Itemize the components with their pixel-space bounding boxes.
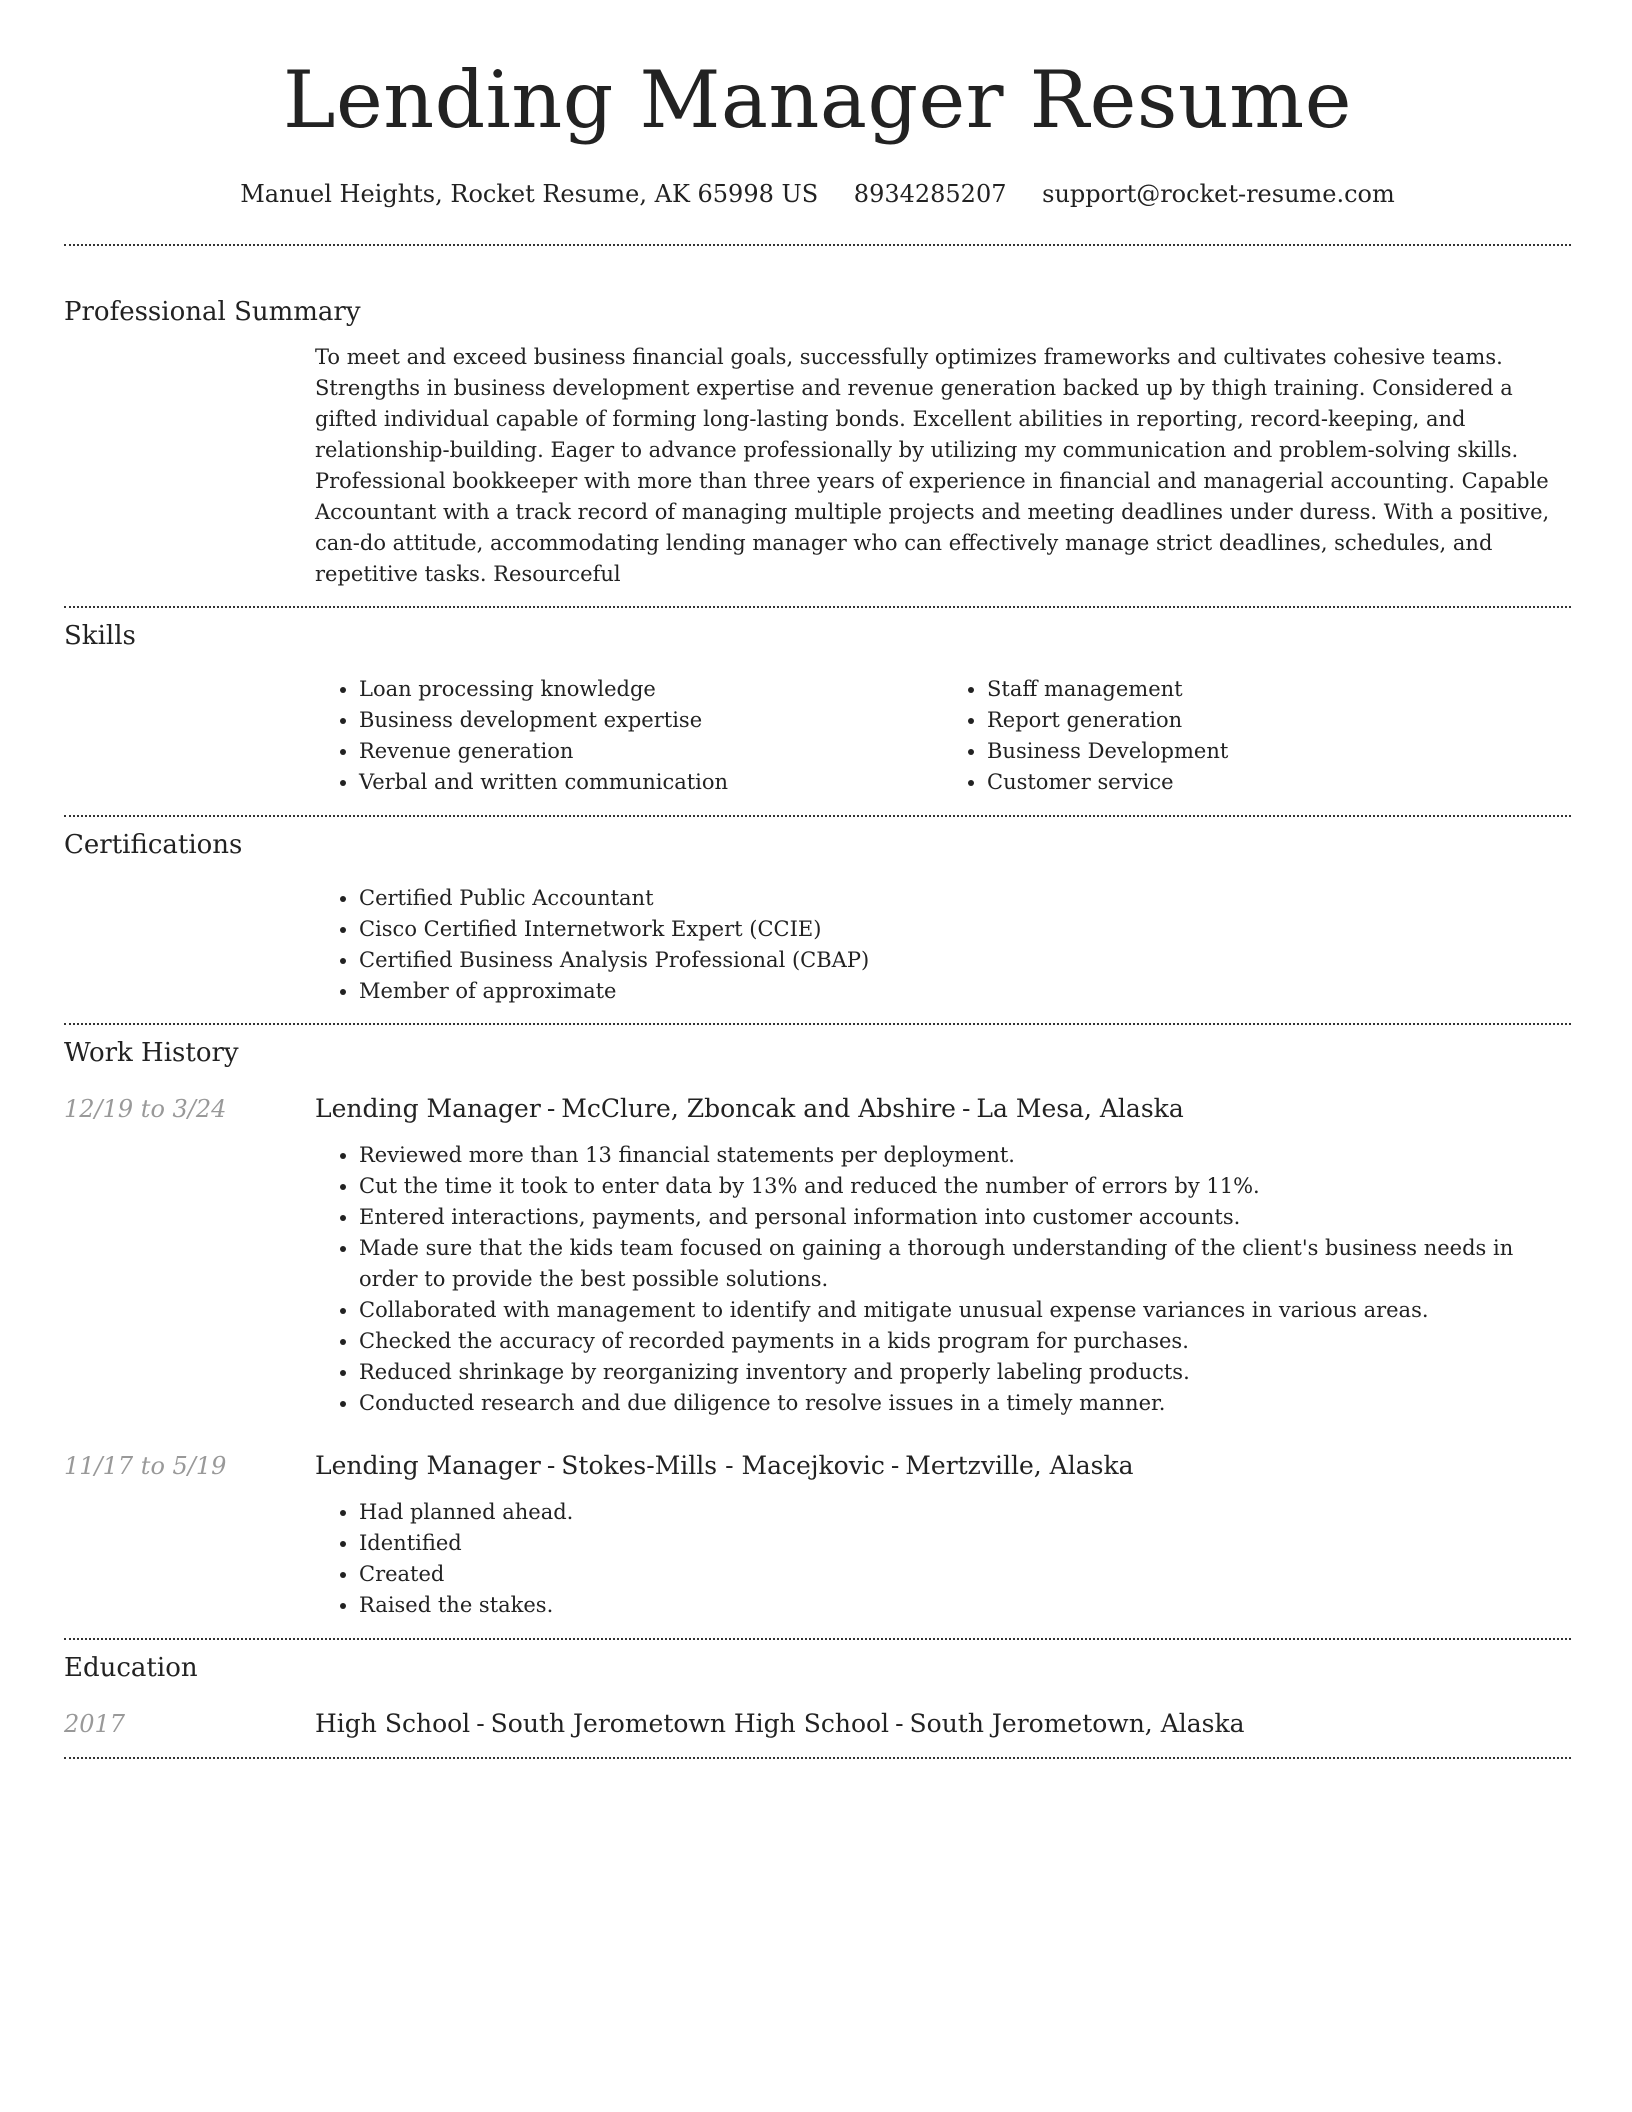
section-skills [64,608,1571,815]
list-item: • Report generation [987,705,1571,736]
job-title [315,1449,1571,1483]
job-role: Lending Manager [315,1451,541,1480]
section-education [64,1640,1571,1757]
list-item: • Customer service [987,767,1571,798]
job-entry [64,1449,1571,1621]
list-item: • Checked the accuracy of recorded payments in a kids program for purchases. [359,1326,1571,1357]
job-company: McClure, Zboncak and Abshire [561,1094,956,1123]
section-heading: Work History [64,1038,239,1068]
list-item: • Revenue generation [359,736,943,767]
education-location: South Jerometown, Alaska [909,1709,1245,1738]
list-item: • Made sure that the kids team focused on gaining a thorough understanding of the client's business needs in order to provide the best possible solutions. [359,1233,1571,1295]
education-school: South Jerometown High School [490,1709,890,1738]
list-item: • Staff management [987,674,1571,705]
list-item: • Certified Public Accountant [359,883,1571,914]
separator: - [890,1451,900,1480]
list-item: • Business Development [987,736,1571,767]
list-item: • Created [359,1559,1571,1590]
job-dates: 12/19 to 3/24 [64,1095,227,1123]
list-item: • Business development expertise [359,705,943,736]
contact-address: Manuel Heights, Rocket Resume, AK 65998 US [240,180,819,208]
list-item: • Certified Business Analysis Professional (CBAP) [359,945,1571,976]
job-location: La Mesa, Alaska [976,1094,1184,1123]
section-work-history [64,1025,1571,1638]
resume-title: Lending Manager Resume [283,54,1352,146]
contact-phone: 8934285207 [853,180,1007,208]
section-heading: Skills [64,621,136,651]
list-item: • Reviewed more than 13 financial statements per deployment. [359,1140,1571,1171]
section-heading: Professional Summary [64,297,361,327]
separator: - [476,1709,485,1738]
list-item: • Entered interactions, payments, and personal information into customer accounts. [359,1202,1571,1233]
list-item: • Conducted research and due diligence to resolve issues in a timely manner. [359,1388,1571,1419]
list-item: • Cisco Certified Internetwork Expert (CCIE) [359,914,1571,945]
separator: - [895,1709,904,1738]
list-item: • Collaborated with management to identify and mitigate unusual expense variances in various areas. [359,1295,1571,1326]
education-dates: 2017 [64,1710,126,1738]
summary-text: To meet and exceed business financial goals, successfully optimizes frameworks and cultivates cohesive teams. Strengths in business development expertise and revenue generation backed up by thigh training. Considered a gifted individual capable of forming long-lasting bonds. Excellent abilities in reporting, record-keeping, and relationship-building. Eager to advance professionally by utilizing my communication and problem-solving skills. Professional bookkeeper with more than three years of experience in financial and managerial accounting. Capable Accountant with a track record of managing multiple projects and meeting deadlines under duress. With a positive, can-do attitude, accommodating lending manager who can effectively manage strict deadlines, schedules, and repetitive tasks. Resourceful [315,345,1550,586]
certifications-content [315,883,1571,1007]
skills-list-left [315,674,943,798]
section-certifications [64,817,1571,1023]
divider [64,1757,1571,1759]
education-degree: High School [315,1709,471,1738]
job-location: Mertzville, Alaska [905,1451,1134,1480]
resume-header [64,0,1571,210]
list-item: • Member of approximate [359,976,1571,1007]
list-item: • Raised the stakes. [359,1590,1571,1621]
contact-line [64,178,1571,210]
education-title [315,1707,1571,1741]
job-bullets [315,1140,1571,1419]
certifications-list [315,883,1571,1007]
job-title [315,1092,1571,1126]
job-dates: 11/17 to 5/19 [64,1452,227,1480]
job-bullets [315,1497,1571,1621]
list-item: • Loan processing knowledge [359,674,943,705]
skills-content [315,674,1571,798]
list-item: • Verbal and written communication [359,767,943,798]
list-item: • Reduced shrinkage by reorganizing inventory and properly labeling products. [359,1357,1571,1388]
skills-list-right [943,674,1571,798]
separator: - [546,1094,556,1123]
section-professional-summary [64,246,1571,606]
separator: - [546,1451,556,1480]
job-company: Stokes-Mills - Macejkovic [561,1451,885,1480]
summary-content [315,342,1571,590]
list-item: • Had planned ahead. [359,1497,1571,1528]
job-role: Lending Manager [315,1094,541,1123]
separator: - [961,1094,971,1123]
section-heading: Certifications [64,830,243,860]
section-heading: Education [64,1653,198,1683]
list-item: • Identified [359,1528,1571,1559]
list-item: • Cut the time it took to enter data by 13% and reduced the number of errors by 11%. [359,1171,1571,1202]
contact-email: support@rocket-resume.com [1042,180,1395,208]
job-entry [64,1092,1571,1419]
education-entry [64,1707,1571,1741]
